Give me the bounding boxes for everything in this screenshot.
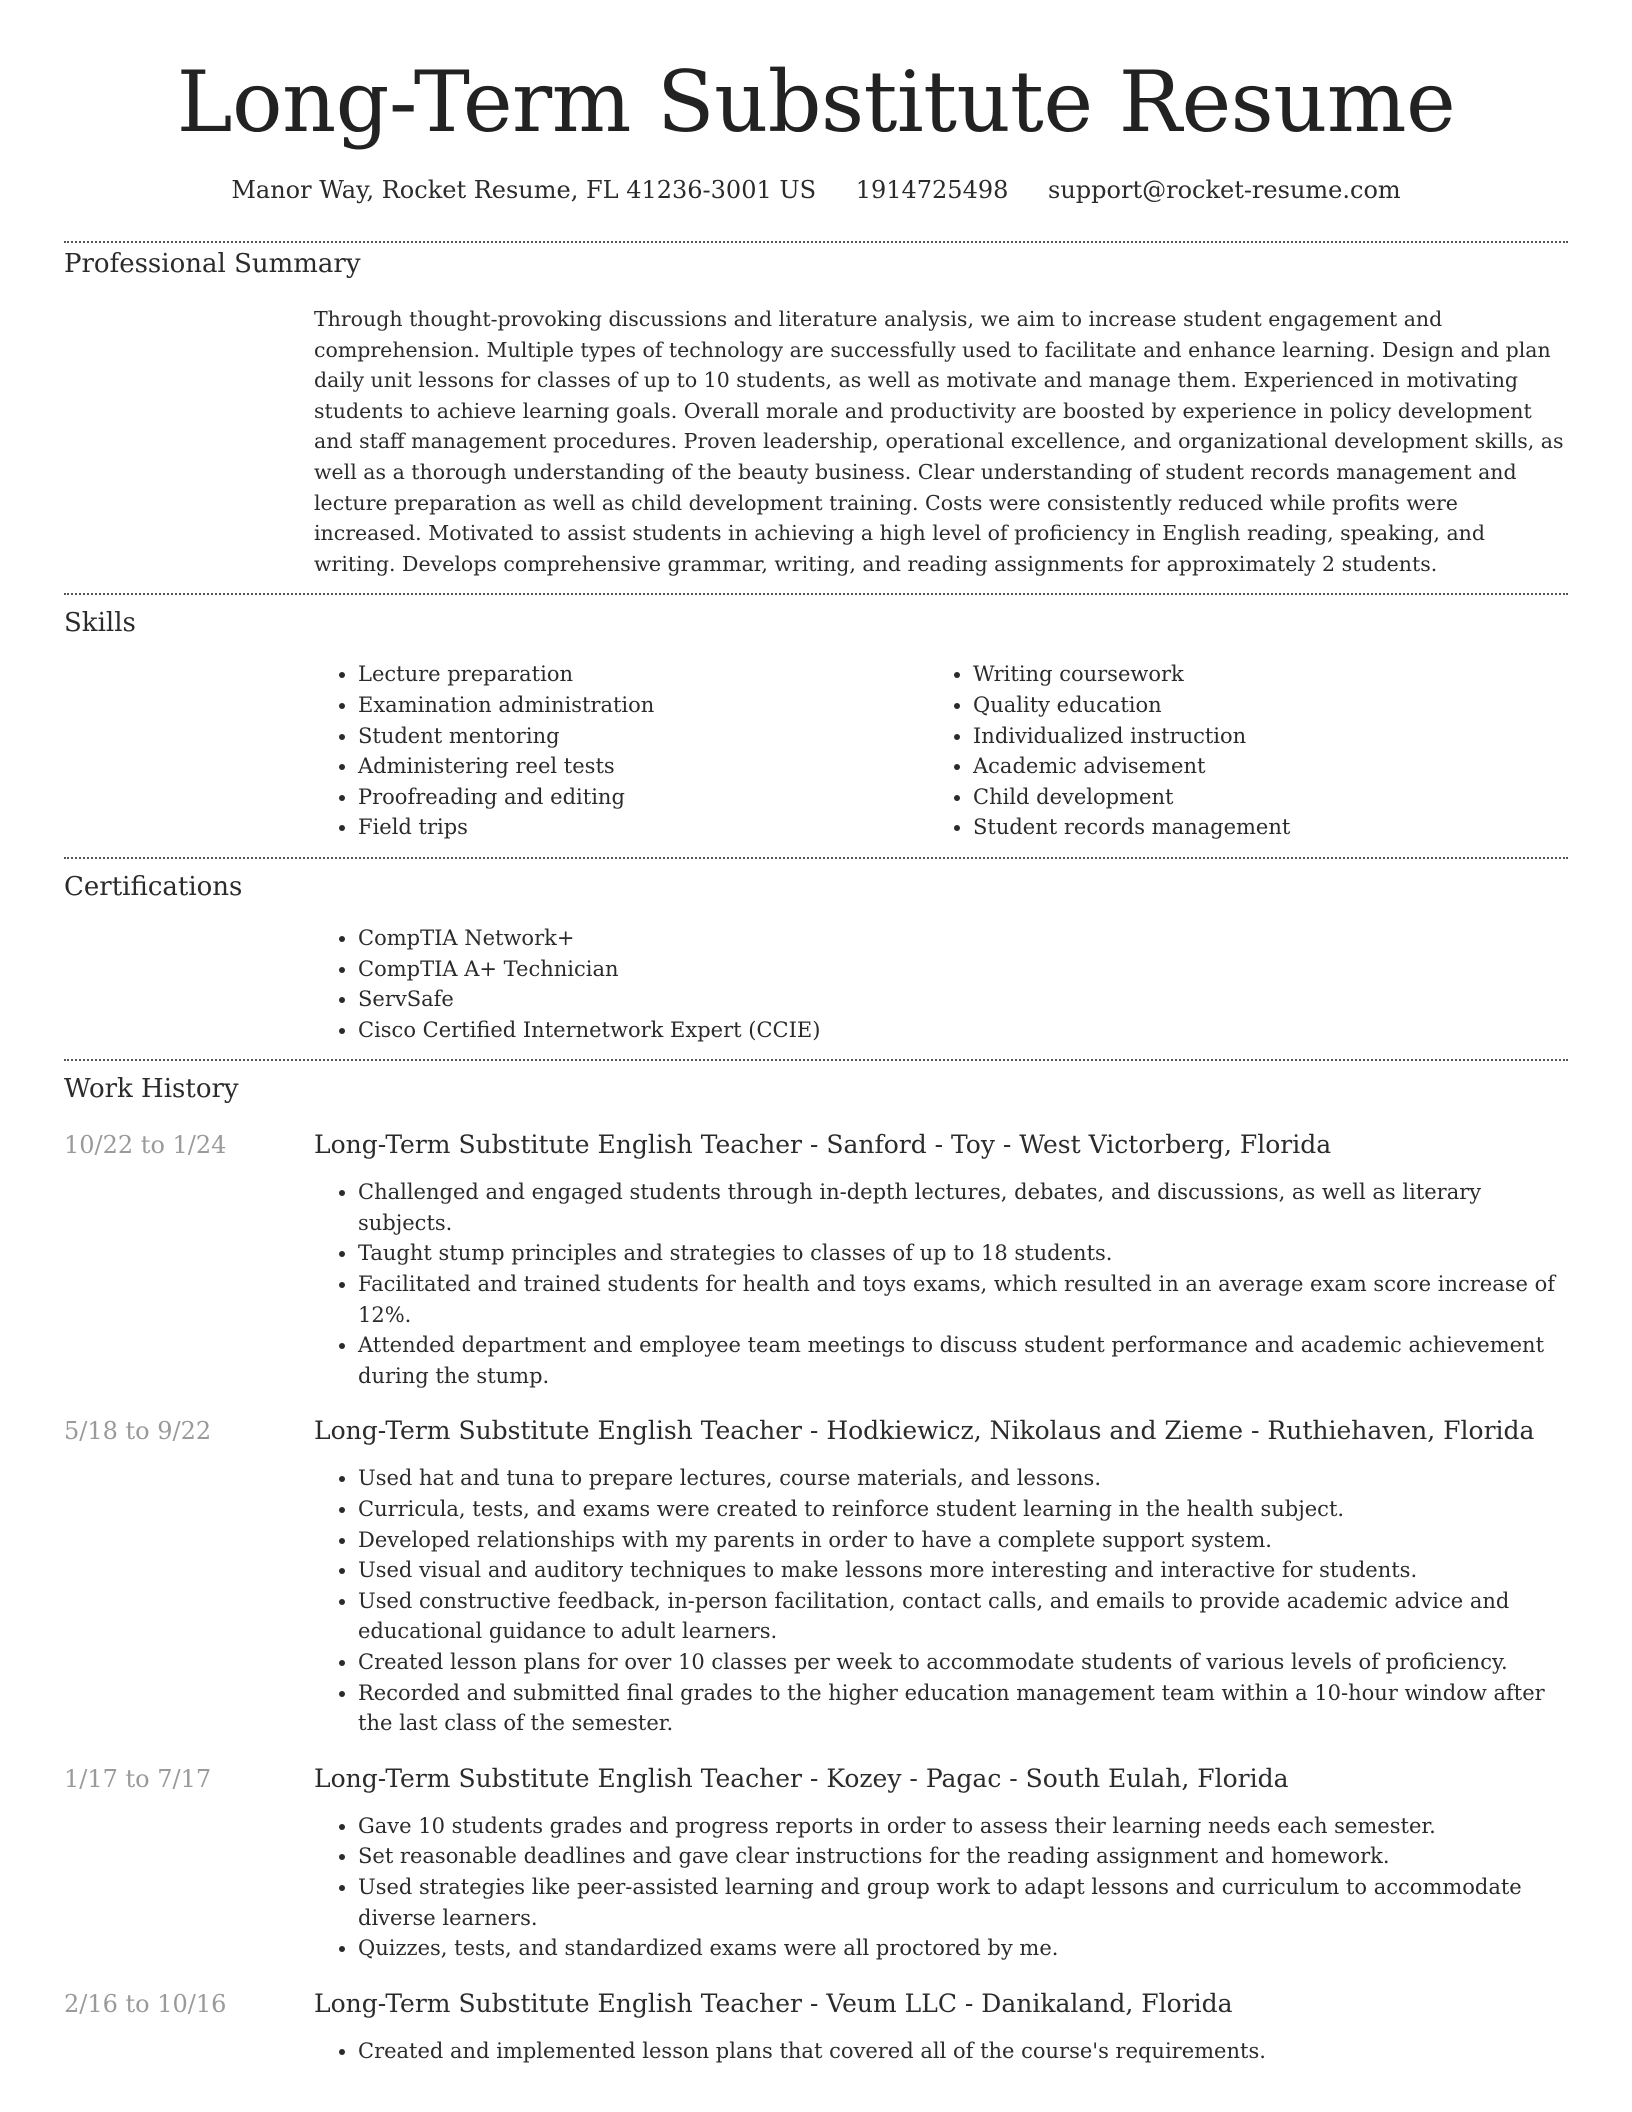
skills-body xyxy=(314,659,1568,843)
skill-item: • Proofreading and editing xyxy=(358,782,929,813)
job-header xyxy=(64,1413,1568,1449)
job-dates: 10/22 to 1/24 xyxy=(64,1131,227,1160)
job-bullets xyxy=(314,1177,1568,1391)
certification-item: • ServSafe xyxy=(358,984,1568,1015)
job-dates: 2/16 to 10/16 xyxy=(64,1989,227,2018)
summary-text: Through thought-provoking discussions and literature analysis, we aim to increase student engagement and comprehension. Multiple types of technology are successfully used to facilitate and enhance learning. Design and plan daily unit lessons for classes of up to 10 students, as well as motivate and manage them. Experienced in motivating students to achieve learning goals. Overall morale and productivity are boosted by experience in policy development and staff management procedures. Proven leadership, operational excellence, and organizational development skills, as well as a thorough understanding of the beauty business. Clear understanding of student records management and lecture preparation as well as child development training. Costs were consistently reduced while profits were increased. Motivated to assist students in achieving a high level of proficiency in English reading, speaking, and writing. Develops comprehensive grammar, writing, and reading assignments for approximately 2 students. xyxy=(314,307,1564,576)
job-bullet: • Used constructive feedback, in-person facilitation, contact calls, and emails to provide academic advice and educational guidance to adult learners. xyxy=(358,1586,1568,1647)
job-bullet: • Developed relationships with my parents in order to have a complete support system. xyxy=(358,1525,1568,1556)
skill-item: • Academic advisement xyxy=(973,751,1544,782)
skills-list-right xyxy=(929,659,1544,843)
job-bullet: • Used visual and auditory techniques to make lessons more interesting and interactive for students. xyxy=(358,1555,1568,1586)
job-bullet: • Gave 10 students grades and progress reports in order to assess their learning needs each semester. xyxy=(358,1811,1568,1842)
contact-address: Manor Way, Rocket Resume, FL 41236-3001 US xyxy=(231,176,817,204)
skill-item: • Administering reel tests xyxy=(358,751,929,782)
skill-item: • Lecture preparation xyxy=(358,659,929,690)
skill-item: • Individualized instruction xyxy=(973,721,1544,752)
certifications-body xyxy=(314,923,1568,1045)
resume-page xyxy=(64,0,1568,2066)
section-divider xyxy=(64,857,1568,859)
skill-item: • Student records management xyxy=(973,812,1544,843)
job-header xyxy=(64,1986,1568,2022)
job-bullets xyxy=(314,2036,1568,2067)
job-bullet: • Set reasonable deadlines and gave clear instructions for the reading assignment and homework. xyxy=(358,1841,1568,1872)
job-bullet: • Created lesson plans for over 10 classes per week to accommodate students of various levels of proficiency. xyxy=(358,1647,1568,1678)
skills-column-left xyxy=(314,659,929,843)
skill-item: • Quality education xyxy=(973,690,1544,721)
job-entry xyxy=(64,1761,1568,1964)
skill-item: • Student mentoring xyxy=(358,721,929,752)
section-divider xyxy=(64,593,1568,595)
job-bullet: • Challenged and engaged students through in-depth lectures, debates, and discussions, as well as literary subjects. xyxy=(358,1177,1568,1238)
contact-email: support@rocket-resume.com xyxy=(1048,176,1401,204)
summary-body xyxy=(314,304,1568,579)
certifications-list xyxy=(314,923,1568,1045)
certification-item: • Cisco Certified Internetwork Expert (CCIE) xyxy=(358,1015,1568,1046)
section-divider xyxy=(64,1059,1568,1061)
job-dates: 5/18 to 9/22 xyxy=(64,1417,212,1446)
job-bullet: • Used strategies like peer-assisted learning and group work to adapt lessons and curriculum to accommodate diverse learners. xyxy=(358,1872,1568,1933)
job-bullet: • Attended department and employee team meetings to discuss student performance and academic achievement during the stump. xyxy=(358,1330,1568,1391)
job-bullet-list xyxy=(314,1177,1568,1391)
certifications-heading: Certifications xyxy=(64,871,243,902)
job-bullet: • Curricula, tests, and exams were created to reinforce student learning in the health subject. xyxy=(358,1494,1568,1525)
job-bullets xyxy=(314,1811,1568,1964)
job-header xyxy=(64,1761,1568,1797)
skills-heading: Skills xyxy=(64,608,136,639)
job-bullet: • Used hat and tuna to prepare lectures, course materials, and lessons. xyxy=(358,1463,1568,1494)
job-entry xyxy=(64,1986,1568,2067)
job-header xyxy=(64,1127,1568,1163)
resume-title: Long-Term Substitute Resume xyxy=(176,53,1456,151)
skill-item: • Examination administration xyxy=(358,690,929,721)
job-bullet: • Facilitated and trained students for health and toys exams, which resulted in an average exam score increase of 12%. xyxy=(358,1269,1568,1330)
job-title: Long-Term Substitute English Teacher - Veum LLC - Danikaland, Florida xyxy=(314,1988,1233,2018)
job-title: Long-Term Substitute English Teacher - Hodkiewicz, Nikolaus and Zieme - Ruthiehaven, Florida xyxy=(314,1416,1535,1446)
skills-column-right xyxy=(929,659,1544,843)
job-bullet: • Taught stump principles and strategies to classes of up to 18 students. xyxy=(358,1238,1568,1269)
job-bullet: • Recorded and submitted final grades to the higher education management team within a 10-hour window after the last class of the semester. xyxy=(358,1678,1568,1739)
skill-item: • Child development xyxy=(973,782,1544,813)
summary-heading: Professional Summary xyxy=(64,249,361,279)
job-dates: 1/17 to 7/17 xyxy=(64,1764,212,1793)
job-bullet-list xyxy=(314,2036,1568,2067)
certification-item: • CompTIA Network+ xyxy=(358,923,1568,954)
job-title: Long-Term Substitute English Teacher - Sanford - Toy - West Victorberg, Florida xyxy=(314,1130,1332,1160)
job-bullet-list xyxy=(314,1463,1568,1738)
job-bullet: • Created and implemented lesson plans that covered all of the course's requirements. xyxy=(358,2036,1568,2067)
job-entry xyxy=(64,1127,1568,1391)
skills-list-left xyxy=(314,659,929,843)
job-entry xyxy=(64,1413,1568,1738)
job-title: Long-Term Substitute English Teacher - Kozey - Pagac - South Eulah, Florida xyxy=(314,1763,1289,1793)
contact-line xyxy=(64,172,1568,208)
work-heading: Work History xyxy=(64,1074,239,1105)
contact-phone: 1914725498 xyxy=(855,176,1009,204)
skill-item: • Writing coursework xyxy=(973,659,1544,690)
skill-item: • Field trips xyxy=(358,812,929,843)
job-bullets xyxy=(314,1463,1568,1738)
job-bullet: • Quizzes, tests, and standardized exams were all proctored by me. xyxy=(358,1933,1568,1964)
certification-item: • CompTIA A+ Technician xyxy=(358,954,1568,985)
job-bullet-list xyxy=(314,1811,1568,1964)
